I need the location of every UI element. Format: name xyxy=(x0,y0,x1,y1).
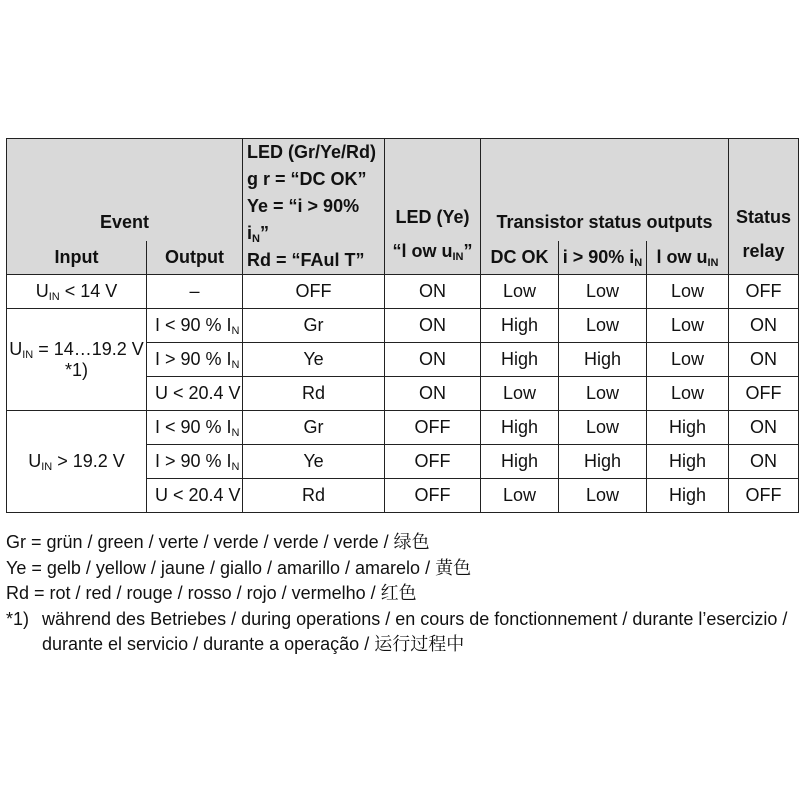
header-low-voltage: l ow $u_{IN}$ xyxy=(647,241,729,275)
status-relay-cell: ON xyxy=(729,411,799,445)
led-multicolor-cell: Gr xyxy=(243,411,385,445)
current-over-90-cell: Low xyxy=(559,411,647,445)
output-condition-cell: U < 20.4 V xyxy=(147,479,243,513)
current-over-90-cell: High xyxy=(559,343,647,377)
footnote-text: während des Betriebes / during operations / en cours de fonctionnement / durante l’esercizio / durante el servicio / durante a operação / 运行过程中 xyxy=(42,608,788,654)
led-multicolor-cell: OFF xyxy=(243,275,385,309)
led-multicolor-cell: Gr xyxy=(243,309,385,343)
current-over-90-cell: Low xyxy=(559,275,647,309)
table-row xyxy=(7,411,799,445)
header-transistor-outputs: Transistor status outputs xyxy=(481,139,729,242)
status-relay-cell: ON xyxy=(729,309,799,343)
output-condition-cell: I > 90 % $I_N$ xyxy=(147,343,243,377)
color-legend xyxy=(6,530,796,658)
header-status-relay: Status relay xyxy=(729,139,799,275)
status-relay-cell: OFF xyxy=(729,377,799,411)
table-row xyxy=(7,275,799,309)
led-yellow-cell: OFF xyxy=(385,411,481,445)
dc-ok-cell: High xyxy=(481,445,559,479)
output-condition-cell: U < 20.4 V xyxy=(147,377,243,411)
low-voltage-cell: Low xyxy=(647,377,729,411)
footnote xyxy=(6,607,796,658)
low-voltage-cell: High xyxy=(647,479,729,513)
led-yellow-cell: ON xyxy=(385,377,481,411)
dc-ok-cell: High xyxy=(481,343,559,377)
led-yellow-cell: ON xyxy=(385,343,481,377)
header-row-top xyxy=(7,139,799,242)
legend-yellow: Ye = gelb / yellow / jaune / giallo / amarillo / amarelo / 黄色 xyxy=(6,557,472,578)
led-multicolor-cell: Rd xyxy=(243,377,385,411)
header-current-over-90: i > 90% $i_N$ xyxy=(559,241,647,275)
low-voltage-cell: Low xyxy=(647,343,729,377)
input-condition-cell: $U_{IN} < 14$ V xyxy=(7,275,147,309)
led-yellow-cell: ON xyxy=(385,309,481,343)
input-condition-cell: $U_{IN} > 19.2$ V xyxy=(7,411,147,513)
led-yellow-cell: ON xyxy=(385,275,481,309)
output-condition-cell: I > 90 % $I_N$ xyxy=(147,445,243,479)
led-multicolor-cell: Rd xyxy=(243,479,385,513)
header-led-yellow: LED (Ye) “l ow $u_{IN}$” xyxy=(385,139,481,275)
current-over-90-cell: Low xyxy=(559,479,647,513)
output-condition-cell: I < 90 % $I_N$ xyxy=(147,411,243,445)
low-voltage-cell: High xyxy=(647,445,729,479)
header-input: Input xyxy=(7,241,147,275)
header-output: Output xyxy=(147,241,243,275)
header-led-multicolor: LED (Gr/Ye/Rd) g r = “DC OK” Ye = “i > 90% $i_N$” Rd = “FAul T” xyxy=(243,139,385,275)
low-voltage-cell: Low xyxy=(647,309,729,343)
current-over-90-cell: Low xyxy=(559,377,647,411)
status-relay-cell: OFF xyxy=(729,479,799,513)
dc-ok-cell: High xyxy=(481,411,559,445)
current-over-90-cell: Low xyxy=(559,309,647,343)
status-relay-cell: OFF xyxy=(729,275,799,309)
output-condition-cell: I < 90 % $I_N$ xyxy=(147,309,243,343)
dc-ok-cell: Low xyxy=(481,377,559,411)
status-relay-cell: ON xyxy=(729,343,799,377)
header-event: Event xyxy=(7,139,243,242)
led-yellow-cell: OFF xyxy=(385,445,481,479)
input-condition-cell: $U_{IN}$ = 14…19.2 V *1) xyxy=(7,309,147,411)
status-table xyxy=(6,138,799,513)
dc-ok-cell: Low xyxy=(481,275,559,309)
dc-ok-cell: High xyxy=(481,309,559,343)
low-voltage-cell: Low xyxy=(647,275,729,309)
status-relay-cell: ON xyxy=(729,445,799,479)
output-condition-cell: – xyxy=(147,275,243,309)
led-multicolor-cell: Ye xyxy=(243,445,385,479)
led-yellow-cell: OFF xyxy=(385,479,481,513)
legend-red: Rd = rot / red / rouge / rosso / rojo / vermelho / 红色 xyxy=(6,583,417,603)
table-row xyxy=(7,309,799,343)
dc-ok-cell: Low xyxy=(481,479,559,513)
led-multicolor-cell: Ye xyxy=(243,343,385,377)
footnote-mark: *1) xyxy=(6,608,30,629)
current-over-90-cell: High xyxy=(559,445,647,479)
low-voltage-cell: High xyxy=(647,411,729,445)
legend-green: Gr = grün / green / verte / verde / verde / verde / 绿色 xyxy=(6,532,430,552)
header-dc-ok: DC OK xyxy=(481,241,559,275)
